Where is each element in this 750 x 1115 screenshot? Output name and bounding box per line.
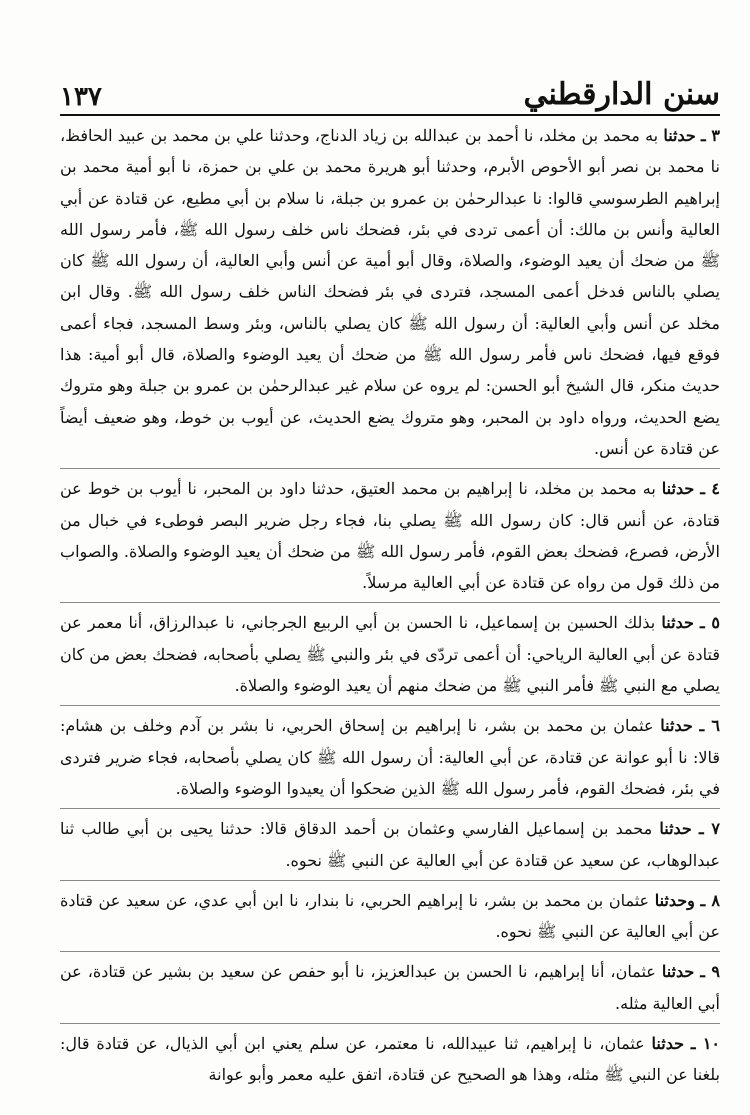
hadith-lead-word: حدثنا xyxy=(659,819,692,839)
hadith-lead-word: حدثنا xyxy=(663,126,696,145)
hadith-lead-word: حدثنا xyxy=(651,1034,684,1054)
hadith-number: ٧ ـ xyxy=(699,819,720,839)
hadith-lead-word: حدثنا xyxy=(661,479,695,499)
hadith-number: ٩ ـ xyxy=(700,962,721,982)
hadith-text: عثمان، أنا إبراهيم، نا الحسن بن عبدالعزيز، نا أبو حفص عن سعيد بن بشير عن قتادة، عن أبي العالية مثله. xyxy=(60,962,720,1013)
hadith-text: عثمان بن محمد بن بشر، نا إبراهيم بن إسحاق الحربي، نا بشر بن آدم وخلف بن هشام: قالا: نا أبو عوانة عن قتادة، عن أبي العالية: أن رسول الله ﷺ كان يصلي بأصحابه، فجاء ضرير فتردى في بئر، فضحك القوم، فأمر رسول الله ﷺ الذين ضحكوا أن يعيدوا الوضوء والصلاة. xyxy=(60,716,720,798)
hadith-number: ١٠ ـ xyxy=(690,1034,721,1054)
hadith-paragraph xyxy=(60,880,720,952)
hadith-lead-word: حدثنا xyxy=(661,613,694,633)
hadith-lead-word: حدثنا xyxy=(661,962,695,982)
hadith-number: ٤ ـ xyxy=(700,479,720,499)
hadith-text: محمد بن إسماعيل الفارسي وعثمان بن أحمد الدقاق قالا: حدثنا يحيى بن أبي طالب ثنا عبدالوهاب، عن سعيد عن قتادة عن أبي العالية عن النبي ﷺ نحوه. xyxy=(60,819,720,870)
hadith-paragraph xyxy=(60,808,720,880)
page-number: ١٣٧ xyxy=(60,82,102,112)
hadith-number: ٣ ـ xyxy=(701,126,720,145)
hadith-text: عثمان بن محمد بن بشر، نا إبراهيم الحربي، نا بندار، نا ابن أبي عدي، عن سعيد عن قتادة عن أبي العالية عن النبي ﷺ نحوه. xyxy=(60,890,720,942)
page-body xyxy=(60,120,720,1095)
hadith-lead-word: حدثنا xyxy=(660,716,693,736)
hadith-paragraph xyxy=(60,951,720,1023)
hadith-number: ٦ ـ xyxy=(699,716,721,736)
page-header xyxy=(60,62,720,116)
hadith-paragraph xyxy=(60,468,720,602)
hadith-number: ٥ ـ xyxy=(700,613,720,633)
hadith-paragraph xyxy=(60,1023,720,1095)
hadith-lead-word: وحدثنا xyxy=(654,890,695,910)
hadith-text: به محمد بن مخلد، نا إبراهيم بن محمد العتيق، حدثنا داود بن المحبر، نا أيوب بن خوط عن قتادة، عن أنس قال: كان رسول الله ﷺ يصلي بنا، فجاء رجل ضرير البصر فوطىء في خبال من الأرض، فصرع، فضحك بعض القوم، فأمر رسول الله ﷺ من ضحك أن يعيد الوضوء والصلاة. والصواب من ذلك قول من رواه عن قتادة عن أبي العالية مرسلاً. xyxy=(60,479,721,593)
book-title: سنن الدارقطني xyxy=(523,77,720,112)
hadith-text: عثمان، نا إبراهيم، ثنا عبيدالله، نا معتمر، عن سلم يعني ابن أبي الذيال، عن قتادة قال: بلغنا عن النبي ﷺ مثله، وهذا هو الصحيح عن قتادة، اتفق عليه معمر وأبو عوانة xyxy=(60,1034,720,1085)
hadith-paragraph xyxy=(60,705,720,808)
hadith-number: ٨ ـ xyxy=(700,890,720,910)
hadith-text: به محمد بن مخلد، نا أحمد بن عبدالله بن زياد الدناج، وحدثنا علي بن محمد بن عبيد الحافظ، نا محمد بن نصر أبو الأحوص الأبرم، وحدثنا أبو هريرة محمد بن علي بن حمزة، نا أبو أمية محمد بن إبراهيم الطرسوسي قالوا: نا عبدالرحمٰن بن عمرو بن جبلة، نا سلام بن أبي مطيع، عن قتادة عن أبي العالية وأنس بن مالك: أن أعمى تردى في بئر، فضحك ناس خلف رسول الله ﷺ، فأمر رسول الله ﷺ من ضحك أن يعيد الوضوء، والصلاة، وقال أبو أمية عن أنس وأبي العالية، أن رسول الله ﷺ كان يصلي بالناس فدخل أعمى المسجد، فتردى في بئر فضحك الناس خلف رسول الله ﷺ. وقال ابن مخلد عن أنس وأبي العالية: أن رسول الله ﷺ كان يصلي بالناس، وبئر وسط المسجد، فجاء أعمى فوقع فيها، فضحك ناس فأمر رسول الله ﷺ من ضحك أن يعيد الوضوء والصلاة، قال أبو أمية: هذا حديث منكر، قال الشيخ أبو الحسن: لم يروه عن سلام غير عبدالرحمٰن بن عمرو بن جبلة وهو متروك يضع الحديث، ورواه داود بن المحبر، وهو متروك يضع الحديث، عن أيوب بن خوط، وهو ضعيف أيضاً عن قتادة عن أنس. xyxy=(60,126,721,458)
hadith-paragraph xyxy=(60,602,720,705)
hadith-paragraph xyxy=(60,120,720,468)
hadith-text: بذلك الحسين بن إسماعيل، نا الحسن بن أبي الربيع الجرجاني، نا عبدالرزاق، أنا معمر عن قتادة عن أبي العالية الرياحي: أن أعمى تردّى في بئر والنبي ﷺ يصلي بأصحابه، فضحك بعض من كان يصلي مع النبي ﷺ فأمر النبي ﷺ من ضحك منهم أن يعيد الوضوء والصلاة. xyxy=(60,613,720,696)
